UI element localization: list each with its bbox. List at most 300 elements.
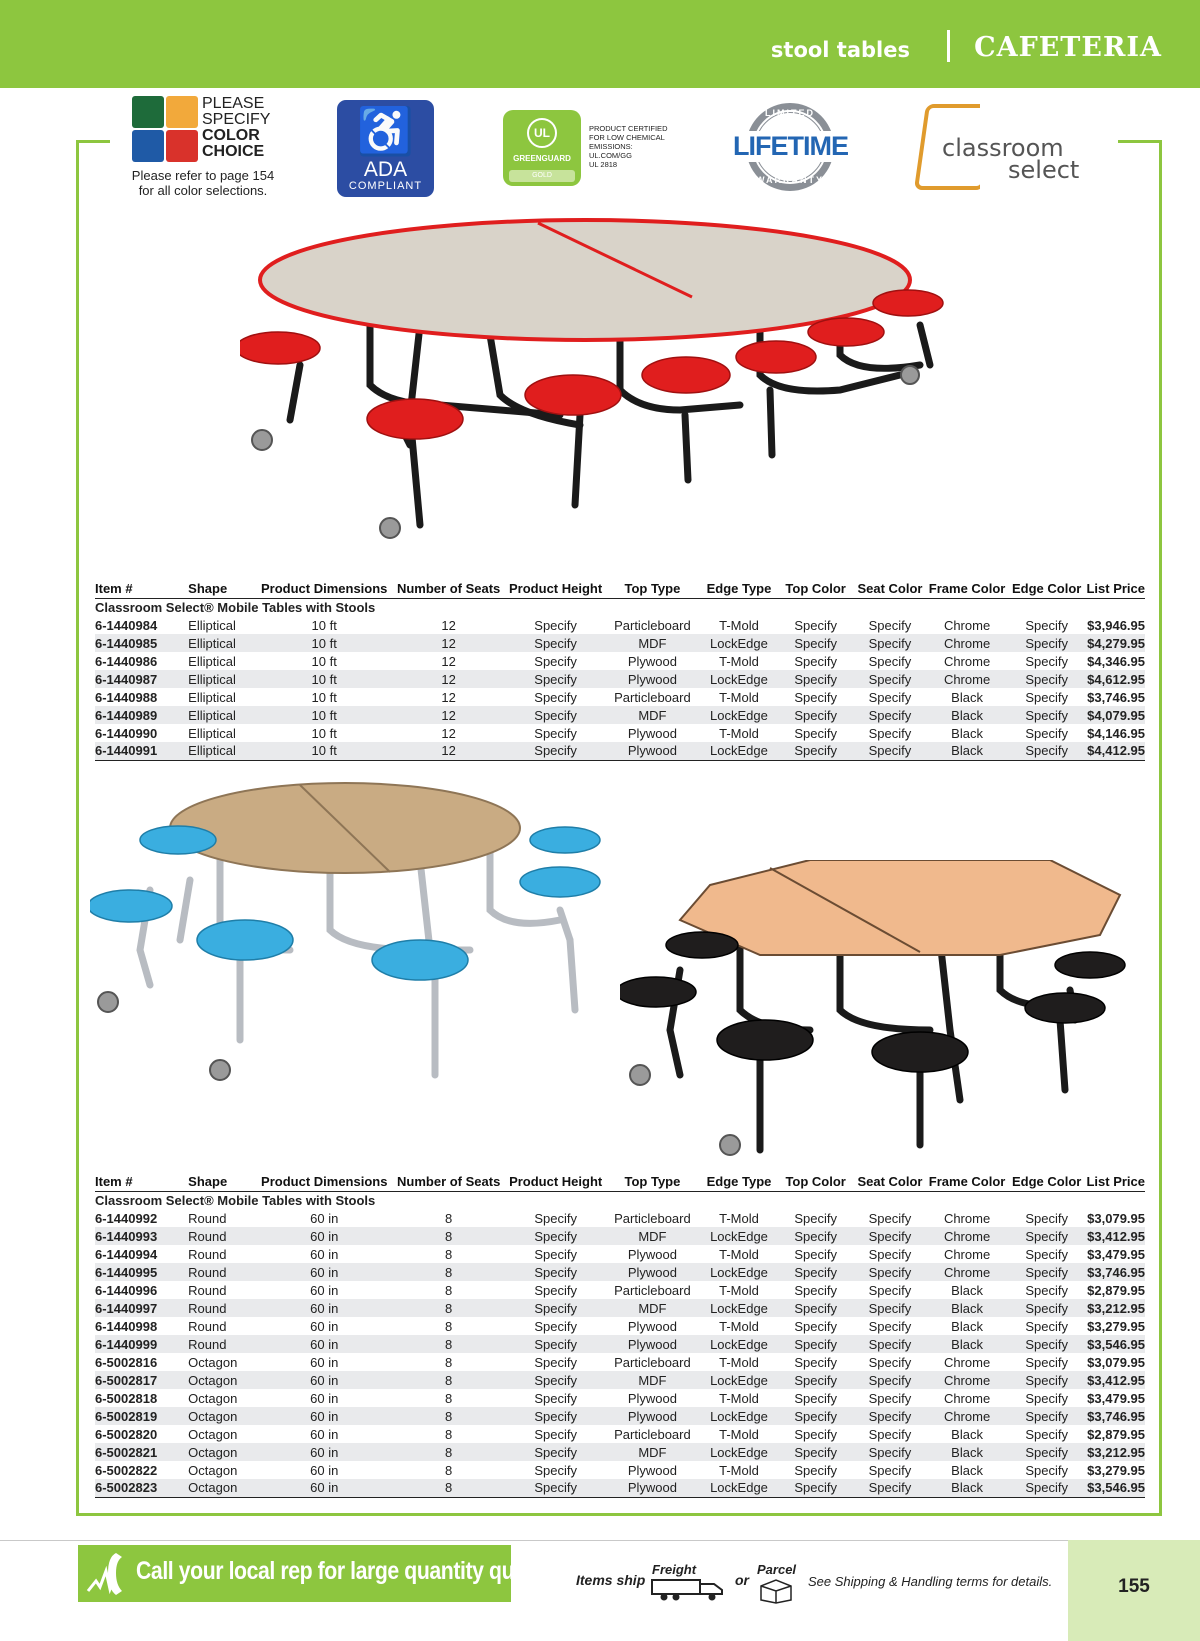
table-cell: Specify [868, 1354, 912, 1370]
table-cell: 8 [392, 1263, 506, 1281]
table-cell: Specify [794, 1246, 837, 1262]
table-cell: 60 in [257, 1479, 392, 1497]
table-cell: LockEdge [699, 1335, 778, 1353]
freight-label: Freight [652, 1562, 697, 1577]
table-cell: Specify [868, 689, 912, 705]
table-cell: T-Mold [719, 1390, 759, 1406]
frame-top-left [76, 140, 110, 143]
table-row [95, 1227, 1145, 1245]
table-cell: $4,412.95 [1087, 743, 1145, 759]
table-cell: Specify [506, 1479, 606, 1497]
table-cell: 6-1440991 [95, 742, 188, 760]
table-row [95, 724, 1145, 742]
table-row [95, 742, 1145, 760]
table-cell: 60 in [257, 1263, 392, 1281]
table-cell: Black [951, 1426, 983, 1442]
table-cell: 12 [441, 689, 456, 705]
table-cell: $3,212.95 [1087, 1444, 1145, 1460]
table-cell: MDF [605, 1227, 699, 1245]
swatch-orange [166, 96, 198, 128]
table-cell: 6-1440990 [95, 725, 158, 741]
table-cell: 10 ft [257, 742, 392, 760]
table-cell: 6-1440993 [95, 1227, 188, 1245]
table-cell: Specify [1007, 1443, 1086, 1461]
table-cell: Black [927, 1443, 1007, 1461]
table-cell: LockEdge [699, 1299, 778, 1317]
table-cell: Elliptical [188, 725, 236, 741]
table-cell: 10 ft [257, 634, 392, 652]
table-cell: Specify [1025, 653, 1068, 669]
table-cell: Specify [779, 1407, 853, 1425]
table-cell: Black [927, 742, 1007, 760]
frame-top-right [1118, 140, 1162, 143]
table-cell: Specify [794, 1426, 837, 1442]
table-caption-row: Classroom Select® Mobile Tables with Stools [95, 599, 376, 615]
table-cell: Specify [534, 689, 577, 705]
table-row [95, 706, 1145, 724]
table-cell: $4,612.95 [1087, 671, 1145, 687]
table-cell: Specify [506, 1299, 606, 1317]
table-cell: 12 [391, 706, 505, 724]
table-cell: 8 [392, 1227, 506, 1245]
table-cell: Specify [868, 1210, 912, 1226]
table-cell: $3,079.95 [1087, 1354, 1145, 1370]
table-cell: Octagon [188, 1462, 238, 1478]
please-specify-text: PLEASE SPECIFY COLOR CHOICE [202, 95, 271, 160]
quantity-quote-banner [78, 1545, 562, 1602]
table-cell: Plywood [627, 1246, 677, 1262]
table-cell: Round [188, 1318, 227, 1334]
table-cell: 12 [391, 670, 505, 688]
table-cell: Specify [1025, 1210, 1068, 1226]
table-cell: T-Mold [719, 617, 759, 633]
table-cell: Specify [1007, 1263, 1086, 1281]
table-cell: 6-1440997 [95, 1299, 188, 1317]
table-cell: $3,746.95 [1087, 1264, 1145, 1280]
table-row [95, 616, 1145, 634]
table-cell: LockEdge [699, 1479, 778, 1497]
table-cell: 8 [392, 1371, 506, 1389]
table-cell: 8 [445, 1282, 453, 1298]
table-cell: MDF [605, 706, 699, 724]
table-row [95, 652, 1145, 670]
table-cell: LockEdge [699, 706, 778, 724]
table-cell: Elliptical [188, 670, 257, 688]
table-cell: 10 ft [311, 725, 337, 741]
table-cell: Plywood [605, 1479, 699, 1497]
lifetime-warranty-logo: LIMITED LIFETIME WARRANTY [735, 103, 845, 193]
table-cell: Particleboard [614, 617, 691, 633]
table-cell: 6-1440984 [95, 617, 158, 633]
shipping-note: See Shipping & Handling terms for details. [808, 1574, 1053, 1589]
table-cell: Specify [868, 1318, 912, 1334]
color-choice-logo [130, 96, 280, 206]
table-cell: Specify [534, 725, 577, 741]
table-cell: 6-5002819 [95, 1407, 188, 1425]
table-cell: Specify [853, 1299, 927, 1317]
table-cell: 6-5002821 [95, 1443, 188, 1461]
table-cell: Specify [534, 617, 577, 633]
round-table-photo [90, 780, 630, 1085]
table-cell: Specify [794, 725, 837, 741]
table-cell: 12 [391, 634, 505, 652]
table-cell: 60 in [310, 1210, 339, 1226]
table-cell: Specify [534, 1390, 577, 1406]
table-cell: Specify [1007, 742, 1086, 760]
table-cell: Specify [1025, 1318, 1068, 1334]
table-cell: Specify [1007, 1335, 1086, 1353]
table-cell: 10 ft [257, 670, 392, 688]
table-cell: Specify [853, 1443, 927, 1461]
table-cell: Specify [534, 1246, 577, 1262]
table-cell: Round [188, 1227, 257, 1245]
table-cell: Chrome [943, 1210, 991, 1226]
table-cell: Specify [1007, 1299, 1086, 1317]
table-row [95, 1263, 1145, 1281]
table-cell: LockEdge [699, 742, 778, 760]
table-cell: T-Mold [719, 1318, 759, 1334]
table-cell: Specify [853, 1263, 927, 1281]
table-row [95, 1407, 1145, 1425]
table-cell: LockEdge [699, 670, 778, 688]
freight-truck-icon [650, 1576, 728, 1602]
table-cell: Specify [794, 1282, 837, 1298]
table-cell: T-Mold [719, 653, 759, 669]
table-cell: 12 [441, 725, 456, 741]
table-cell: 8 [445, 1390, 453, 1406]
table-cell: $3,746.95 [1087, 689, 1145, 705]
table-cell: Octagon [188, 1390, 238, 1406]
table-cell: Specify [1025, 1282, 1068, 1298]
items-ship-label: Items ship [576, 1572, 646, 1588]
table-cell: LockEdge [699, 1407, 778, 1425]
table-cell: T-Mold [719, 689, 759, 705]
table-cell: Chrome [927, 670, 1007, 688]
table-cell: Specify [1025, 1426, 1068, 1442]
table-cell: Black [951, 689, 983, 705]
table-cell: Octagon [188, 1354, 238, 1370]
table-cell: Octagon [188, 1426, 238, 1442]
table-row [95, 670, 1145, 688]
table-cell: Specify [794, 1318, 837, 1334]
table-cell: Specify [1025, 1462, 1068, 1478]
table-cell: Octagon [188, 1479, 257, 1497]
table-cell: 8 [445, 1426, 453, 1442]
table-cell: Specify [779, 706, 853, 724]
table-cell: 12 [391, 742, 505, 760]
table-cell: 60 in [257, 1371, 392, 1389]
table-cell: 60 in [310, 1354, 339, 1370]
table-cell: Chrome [943, 1390, 991, 1406]
table-cell: 6-1440995 [95, 1263, 188, 1281]
table-cell: Specify [534, 1354, 577, 1370]
table-cell: 6-1440988 [95, 689, 158, 705]
ada-compliant-logo: ♿ ADA COMPLIANT [337, 100, 434, 197]
table-cell: 6-5002820 [95, 1426, 158, 1442]
table-cell: Round [188, 1263, 257, 1281]
table-cell: Black [927, 1479, 1007, 1497]
table-cell: Specify [1007, 670, 1086, 688]
color-refer-note: Please refer to page 154 for all color selections. [131, 168, 275, 198]
table-cell: Specify [779, 1479, 853, 1497]
table-cell: 60 in [310, 1426, 339, 1442]
table-cell: 8 [392, 1299, 506, 1317]
wheelchair-icon: ♿ [356, 105, 415, 157]
table-cell: Specify [534, 1282, 577, 1298]
table-cell: Plywood [605, 1335, 699, 1353]
table-cell: 60 in [310, 1318, 339, 1334]
table-cell: $3,412.95 [1087, 1228, 1145, 1244]
elliptical-tabletop [260, 220, 910, 340]
header-divider [947, 30, 950, 62]
table-cell: T-Mold [719, 1210, 759, 1226]
table-cell: 12 [441, 653, 456, 669]
table-cell: Specify [506, 634, 606, 652]
table-cell: Specify [868, 1390, 912, 1406]
table-cell: $3,079.95 [1087, 1210, 1145, 1226]
table-cell: Specify [779, 1443, 853, 1461]
table-cell: Particleboard [614, 1282, 691, 1298]
quantity-quote-text: Call your local rep for large quantity quotes. [136, 1557, 562, 1585]
parcel-label: Parcel [757, 1562, 797, 1577]
swatch-green [132, 96, 164, 128]
table-cell: 8 [392, 1443, 506, 1461]
table-cell: Plywood [627, 1390, 677, 1406]
table-row [95, 1245, 1145, 1263]
table-cell: Specify [1025, 1246, 1068, 1262]
table-cell: Plywood [627, 1462, 677, 1478]
table-cell: Specify [868, 1462, 912, 1478]
table-cell: Chrome [927, 1227, 1007, 1245]
table-cell: Plywood [627, 725, 677, 741]
table-cell: Specify [794, 1354, 837, 1370]
table-row [95, 1299, 1145, 1317]
table-row [95, 1371, 1145, 1389]
phone-icon [86, 1551, 126, 1597]
table-cell: Chrome [943, 617, 991, 633]
table-cell: MDF [605, 1299, 699, 1317]
table-cell: T-Mold [719, 725, 759, 741]
table-cell: Specify [534, 1210, 577, 1226]
table-cell: $3,212.95 [1087, 1300, 1145, 1316]
table-cell: Round [188, 1246, 227, 1262]
product-table-elliptical [95, 580, 1145, 761]
table-cell: Plywood [627, 1318, 677, 1334]
table-cell: 12 [441, 617, 456, 633]
table-cell: 60 in [310, 1282, 339, 1298]
table-cell: Octagon [188, 1443, 257, 1461]
table-cell: Specify [853, 1407, 927, 1425]
table-cell: Plywood [627, 653, 677, 669]
table-cell: 6-1440996 [95, 1282, 158, 1298]
table-cell: Specify [534, 653, 577, 669]
table-cell: $3,279.95 [1087, 1462, 1145, 1478]
table-cell: Round [188, 1282, 227, 1298]
octagon-table-photo [620, 860, 1160, 1175]
table-cell: Specify [794, 1390, 837, 1406]
parcel-box-icon [757, 1578, 795, 1604]
table-cell: Specify [853, 1479, 927, 1497]
table-cell: 60 in [310, 1462, 339, 1478]
table-cell: Specify [868, 725, 912, 741]
table-cell: 60 in [257, 1299, 392, 1317]
table-cell: 10 ft [257, 706, 392, 724]
table-cell: Plywood [605, 1263, 699, 1281]
swatch-red [166, 130, 198, 162]
table-cell: Specify [853, 742, 927, 760]
table-cell: Round [188, 1299, 257, 1317]
table-cell: 6-1440989 [95, 706, 188, 724]
table-cell: $3,546.95 [1087, 1336, 1145, 1352]
table-cell: 60 in [257, 1407, 392, 1425]
table-cell: $2,879.95 [1087, 1426, 1145, 1442]
table-caption-row: Classroom Select® Mobile Tables with Stools [95, 1192, 376, 1208]
table-cell: Specify [868, 1282, 912, 1298]
table-cell: 8 [445, 1246, 453, 1262]
color-swatches [132, 96, 198, 162]
table-cell: 10 ft [311, 689, 337, 705]
table-cell: Specify [506, 1407, 606, 1425]
table-cell: 8 [445, 1210, 453, 1226]
table-cell: $4,346.95 [1087, 653, 1145, 669]
table-cell: Particleboard [614, 1354, 691, 1370]
table-cell: Elliptical [188, 689, 236, 705]
table-cell: Black [951, 725, 983, 741]
table-cell: Black [927, 1335, 1007, 1353]
table-cell: 6-1440994 [95, 1246, 158, 1262]
table-cell: 8 [392, 1479, 506, 1497]
greenguard-logo [503, 110, 703, 186]
table-row [95, 688, 1145, 706]
table-row [95, 1335, 1145, 1353]
table-cell: Specify [779, 1299, 853, 1317]
table-cell: LockEdge [699, 1443, 778, 1461]
table-cell: 6-5002818 [95, 1390, 158, 1406]
table-cell: 8 [445, 1354, 453, 1370]
table-cell: Specify [534, 1462, 577, 1478]
table-cell: 6-1440992 [95, 1210, 158, 1226]
table-cell: Specify [506, 742, 606, 760]
table-row [95, 1425, 1145, 1443]
table-cell: 60 in [310, 1390, 339, 1406]
table-cell: 10 ft [311, 653, 337, 669]
table-cell: $2,879.95 [1087, 1282, 1145, 1298]
table-cell: 6-1440999 [95, 1335, 188, 1353]
table-cell: Specify [794, 1462, 837, 1478]
table-cell: T-Mold [719, 1282, 759, 1298]
table-cell: Specify [794, 617, 837, 633]
table-cell: Specify [853, 634, 927, 652]
table-cell: 8 [445, 1318, 453, 1334]
table-cell: 6-1440986 [95, 653, 158, 669]
table-cell: Specify [1007, 1227, 1086, 1245]
table-cell: Elliptical [188, 706, 257, 724]
table-cell: Elliptical [188, 617, 236, 633]
table-cell: 60 in [257, 1227, 392, 1245]
table-cell: $3,946.95 [1087, 617, 1145, 633]
table-cell: Specify [794, 689, 837, 705]
table-cell: Specify [506, 706, 606, 724]
page-header [0, 0, 1200, 88]
table-cell: Specify [779, 742, 853, 760]
table-cell: Specify [1025, 1354, 1068, 1370]
table-cell: Plywood [605, 670, 699, 688]
table-cell: Specify [534, 1318, 577, 1334]
table-cell: Specify [1025, 689, 1068, 705]
table-cell: Particleboard [614, 1210, 691, 1226]
table-cell: Specify [1025, 725, 1068, 741]
table-cell: Black [951, 1318, 983, 1334]
classroom-select-logo: classroom select [920, 104, 1100, 190]
table-cell: $3,279.95 [1087, 1318, 1145, 1334]
table-row [95, 634, 1145, 652]
table-cell: 6-1440985 [95, 634, 188, 652]
table-cell: 6-5002823 [95, 1479, 188, 1497]
table-cell: Specify [853, 1335, 927, 1353]
table-cell: Specify [779, 1263, 853, 1281]
table-cell: Elliptical [188, 653, 236, 669]
table-cell: T-Mold [719, 1246, 759, 1262]
table-cell: $4,279.95 [1087, 635, 1145, 651]
table-cell: Specify [853, 670, 927, 688]
table-cell: LockEdge [699, 1227, 778, 1245]
table-cell: 8 [445, 1462, 453, 1478]
table-row [95, 1281, 1145, 1299]
table-cell: Elliptical [188, 634, 257, 652]
table-cell: 6-5002817 [95, 1371, 188, 1389]
table-row [95, 1479, 1145, 1497]
table-cell: Specify [794, 653, 837, 669]
table-cell: 8 [392, 1407, 506, 1425]
table-header-row: Item # Shape Product Dimensions Number of Seats Product Height Top Type Edge Type Top Color Seat Color Frame Color Edge Color List Price [95, 1174, 1145, 1190]
swatch-blue [132, 130, 164, 162]
table-cell: Specify [868, 653, 912, 669]
table-cell: 6-1440998 [95, 1318, 158, 1334]
table-row [95, 1461, 1145, 1479]
category-title: CAFETERIA [974, 32, 1162, 63]
table-cell: Specify [534, 1426, 577, 1442]
table-cell: Chrome [943, 1246, 991, 1262]
table-row [95, 1443, 1145, 1461]
table-cell: Chrome [927, 1263, 1007, 1281]
table-cell: Black [927, 1299, 1007, 1317]
table-cell: Specify [506, 670, 606, 688]
product-table-round-octagon [95, 1173, 1145, 1498]
table-cell: MDF [605, 1371, 699, 1389]
table-cell: 10 ft [311, 617, 337, 633]
table-cell: Specify [1007, 1371, 1086, 1389]
table-cell: Specify [1007, 706, 1086, 724]
table-cell: $3,479.95 [1087, 1246, 1145, 1262]
table-cell: T-Mold [719, 1426, 759, 1442]
table-cell: Specify [853, 1371, 927, 1389]
table-cell: Specify [506, 1371, 606, 1389]
table-cell: Specify [868, 1246, 912, 1262]
footer-divider [0, 1540, 1070, 1541]
table-cell: Specify [1007, 634, 1086, 652]
table-cell: Chrome [943, 1354, 991, 1370]
table-cell: 60 in [310, 1246, 339, 1262]
table-cell: LockEdge [699, 1371, 778, 1389]
table-cell: Chrome [927, 1407, 1007, 1425]
table-cell: Particleboard [614, 689, 691, 705]
ul-mark-icon: UL [527, 118, 557, 148]
table-cell: Specify [853, 1227, 927, 1245]
table-cell: 6-1440987 [95, 670, 188, 688]
table-cell: Elliptical [188, 742, 257, 760]
table-cell: $3,412.95 [1087, 1372, 1145, 1388]
table-cell: Specify [779, 1227, 853, 1245]
